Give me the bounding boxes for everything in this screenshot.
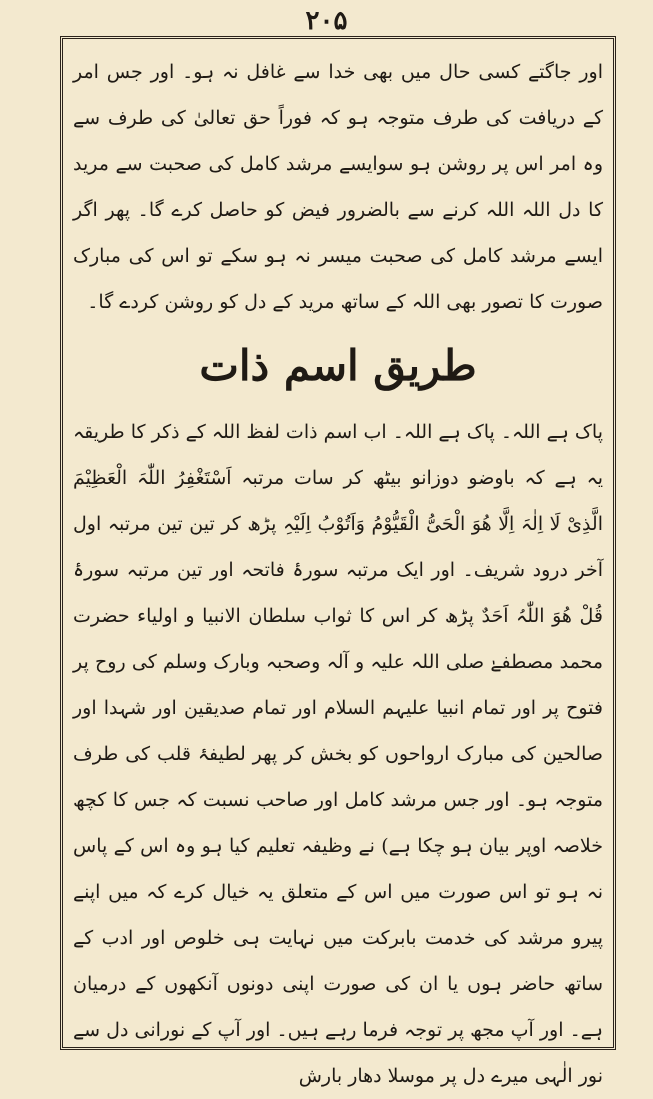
page-number: ۲۰۵ (305, 6, 348, 36)
intro-paragraph: اور جاگتے کسی حال میں بھی خدا سے غافل نہ ہو۔ اور جس امر کے دریافت کی طرف متوجہ ہو کہ فوراً حق تعالیٰ کی طرف سے وہ امر اس پر روشن ہو سوایسے مرشد کامل کی صحبت سے مرید کا دل اللہ اللہ کرنے سے بالضرور فیض کو حاصل کرے گا۔ پھر اگر ایسے مرشد کامل کی صحبت میسر نہ ہو سکے تو اس کی مبارک صورت کا تصور بھی اللہ کے ساتھ مرید کے دل کو روشن کردے گا۔ (73, 61, 603, 313)
body-paragraph: پاک ہے اللہ۔ پاک ہے اللہ۔ اب اسم ذات لفظ اللہ کے ذکر کا طریقہ یہ ہے کہ باوضو دوزانو بیٹھ کر سات مرتبہ اَسْتَغْفِرُ اللّٰہَ الْعَظِیْمَ الَّذِیْ لَا اِلٰہَ اِلَّا ھُوَ الْحَیُّ الْقَیُّوْمُ وَاَتُوْبُ اِلَیْہِ پڑھ کر تین تین مرتبہ اول آخر درود شریف۔ اور ایک مرتبہ سورۂ فاتحہ اور تین مرتبہ سورۂ قُلْ ھُوَ اللّٰہُ اَحَدٌ پڑھ کر اس کا ثواب سلطان الانبیا و اولیاء حضرت محمد مصطفےٰ صلی اللہ علیہ و آلہ وصحبہ وبارک وسلم کی روح پر فتوح پر اور تمام انبیا علیہم السلام اور تمام صدیقین اور شہدا اور صالحین کی مبارک ارواحوں کو بخش کر پھر لطیفۂ قلب کی طرف متوجہ ہو۔ اور جس مرشد کامل اور صاحب نسبت کہ جس کا کچھ خلاصہ اوپر بیان ہو چکا ہے) نے وظیفہ تعلیم کیا ہو وہ اس کے پاس نہ ہو تو اس صورت میں اس کے متعلق یہ خیال کرے کہ میں اپنے پیرو مرشد کی خدمت بابرکت میں نہایت ہی خلوص اور ادب کے ساتھ حاضر ہوں یا ان کی صورت اپنی دونوں آنکھوں کے درمیان ہے۔ اور آپ مجھ پر توجہ فرما رہے ہیں۔ اور آپ کے نورانی دل سے نور الٰہی میرے دل پر موسلا دھار بارش (73, 421, 603, 1087)
section-heading: طریق اسم ذات (199, 341, 477, 390)
page-frame (60, 36, 616, 1087)
